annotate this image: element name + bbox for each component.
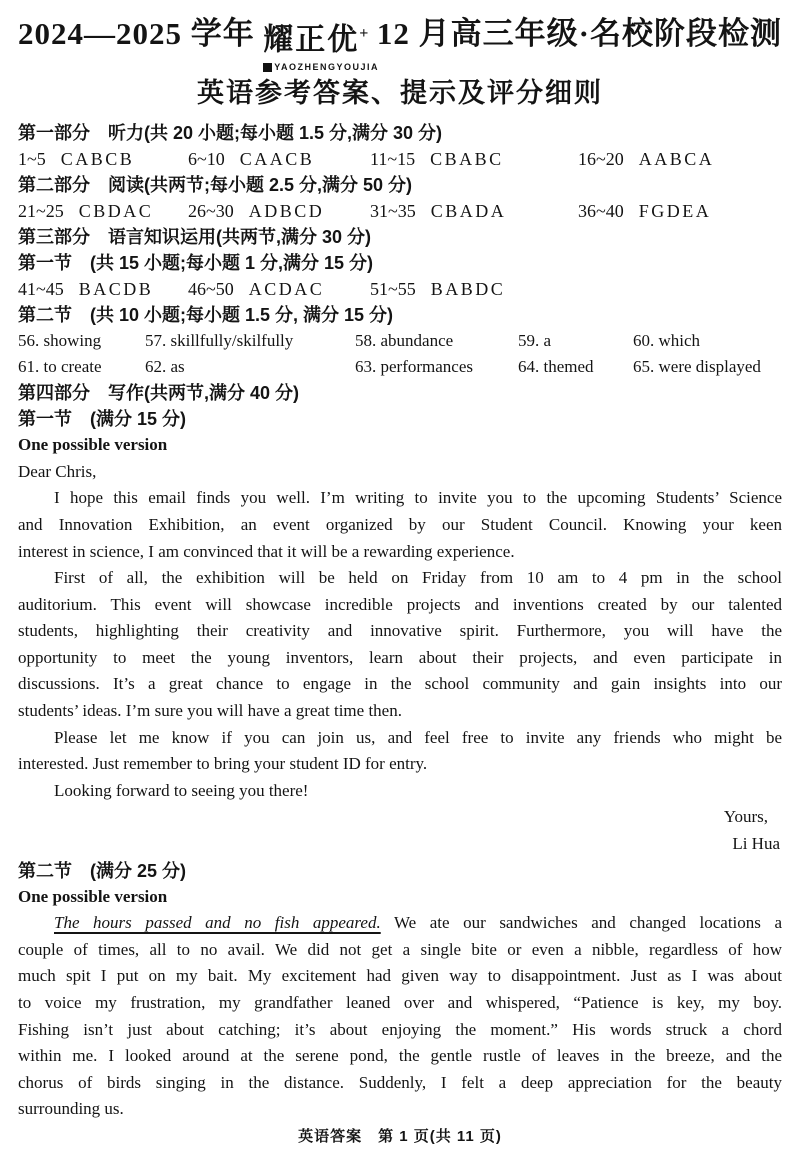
letter-paragraph-1 bbox=[18, 485, 782, 565]
section-heading-part3-sec1: 第一节 (共 15 小题;每小题 1 分,满分 15 分) bbox=[18, 253, 374, 274]
answer-range-group bbox=[18, 146, 188, 172]
section-heading-part4-sec1: 第一节 (满分 15 分) bbox=[18, 409, 187, 430]
underlined-lead-in: The hours passed and no fish appeared. bbox=[54, 913, 381, 933]
letter-paragraph-4 bbox=[18, 778, 782, 805]
text-line: First of all, the exhibition will be held on Friday from 10 am to 4 pm in the school bbox=[54, 568, 782, 588]
question-range: 46~50 bbox=[188, 279, 234, 300]
text-line: couple of times, all to no avail. We did not get a single bite or even a nibble, regardless of how bbox=[18, 939, 782, 959]
text-line: students, highlighting their creativity and innovative spirit. Furthermore, you will have the bbox=[18, 621, 782, 641]
question-range: 41~45 bbox=[18, 279, 64, 300]
text-line: and Innovation Exhibition, an event organized by our Student Council. Knowing your keen bbox=[18, 514, 782, 534]
letter-signature: Li Hua bbox=[732, 834, 780, 854]
yaozhengyou-logo bbox=[259, 14, 379, 72]
text-line: discussions. It’s a great chance to engage in the school community and gain insights into our bbox=[18, 674, 782, 694]
answer-letters: FGDEA bbox=[638, 201, 712, 222]
grammar-answer-row bbox=[18, 276, 782, 302]
answer-range-group bbox=[578, 146, 782, 172]
text-line: The hours passed and no fish appeared. We ate our sandwiches and changed locations a bbox=[54, 913, 782, 933]
answer-letters: CBADA bbox=[430, 201, 507, 222]
text-line: surrounding us. bbox=[18, 1099, 124, 1119]
section-heading-part3: 第三部分 语言知识运用(共两节,满分 30 分) bbox=[18, 227, 372, 248]
question-range: 1~5 bbox=[18, 149, 46, 170]
title-year: 2024—2025 学年 bbox=[18, 16, 255, 51]
letter-paragraph-2 bbox=[18, 565, 782, 725]
fill-answer-item: 59. a bbox=[518, 331, 552, 351]
text-line: much spit I put on my bait. My excitement had given way to disappointment. Just as I was about bbox=[18, 966, 782, 986]
question-range: 21~25 bbox=[18, 201, 64, 222]
fill-answer-item: 62. as bbox=[145, 357, 185, 377]
fill-answer-item: 65. were displayed bbox=[633, 357, 761, 377]
page-title bbox=[18, 14, 782, 72]
page-subtitle: 英语参考答案、提示及评分细则 bbox=[197, 78, 603, 109]
fill-answer-item: 64. themed bbox=[518, 357, 594, 377]
reading-answer-row bbox=[18, 198, 782, 224]
page-footer: 英语答案 第 1 页(共 11 页) bbox=[298, 1128, 502, 1145]
question-range: 31~35 bbox=[370, 201, 416, 222]
answer-letters: CBABC bbox=[430, 149, 504, 170]
text-line: chorus of birds singing in the distance. Suddenly, I felt a deep appreciation for the beauty bbox=[18, 1072, 782, 1092]
text-line: auditorium. This event will showcase incredible projects and inventions created by our talented bbox=[18, 594, 782, 614]
section-heading-part1: 第一部分 听力(共 20 小题;每小题 1.5 分,满分 30 分) bbox=[18, 123, 443, 144]
text-line: Looking forward to seeing you there! bbox=[54, 780, 309, 800]
question-range: 36~40 bbox=[578, 201, 624, 222]
question-range: 6~10 bbox=[188, 149, 225, 170]
text-line: interest in science, I am convinced that it will be a rewarding experience. bbox=[18, 541, 515, 561]
fill-answer-row-1 bbox=[18, 328, 782, 354]
letter-salutation: Dear Chris, bbox=[18, 461, 97, 481]
one-possible-version-label-1: One possible version bbox=[18, 435, 168, 455]
fill-answer-item: 58. abundance bbox=[355, 331, 454, 351]
text-line: Fishing isn’t just about catching; it’s about enjoying the moment.” His words struck a chord bbox=[18, 1019, 782, 1039]
title-exam-name: 12 月高三年级·名校阶段检测 bbox=[376, 16, 782, 51]
question-range: 11~15 bbox=[370, 149, 416, 170]
answer-range-group bbox=[578, 198, 782, 224]
answer-letters: CAACB bbox=[239, 149, 315, 170]
answer-range-group bbox=[18, 198, 188, 224]
logo-text: 耀正优 bbox=[263, 23, 360, 57]
text-line: opportunity to meet the young inventors, learn about their projects, and even participate in bbox=[18, 647, 782, 667]
section-heading-part3-sec2: 第二节 (共 10 小题;每小题 1.5 分, 满分 15 分) bbox=[18, 305, 394, 326]
section-heading-part4-sec2: 第二节 (满分 25 分) bbox=[18, 860, 187, 881]
text-line: within me. I looked around at the serene pond, the gentle rustle of leaves in the breeze, and the bbox=[18, 1046, 782, 1066]
section-heading-part2: 第二部分 阅读(共两节;每小题 2.5 分,满分 50 分) bbox=[18, 175, 413, 196]
answer-letters: CABCB bbox=[60, 149, 135, 170]
logo-plus-icon: + bbox=[359, 25, 369, 42]
text-line: to voice my frustration, my grandfather leaned over and whispered, “Patience is key, my boy. bbox=[18, 992, 782, 1012]
text-line: Please let me know if you can join us, and feel free to invite any friends who might be bbox=[54, 727, 782, 747]
fill-answer-item: 56. showing bbox=[18, 331, 102, 351]
answer-letters: AABCA bbox=[638, 149, 715, 170]
text-line: students’ ideas. I’m sure you will have a great time then. bbox=[18, 701, 402, 721]
answer-range-group bbox=[370, 276, 578, 302]
answer-range-group bbox=[18, 276, 188, 302]
essay-paragraph-1 bbox=[18, 910, 782, 1123]
section-heading-part4: 第四部分 写作(共两节,满分 40 分) bbox=[18, 383, 300, 404]
answer-letters: ADBCD bbox=[248, 201, 325, 222]
text-line: interested. Just remember to bring your student ID for entry. bbox=[18, 754, 428, 774]
answer-letters: BABDC bbox=[430, 279, 506, 300]
answer-range-group bbox=[370, 146, 578, 172]
fill-answer-item: 60. which bbox=[633, 331, 701, 351]
fill-answer-item: 57. skillfully/skilfully bbox=[145, 331, 294, 351]
letter-closing: Yours, bbox=[723, 807, 768, 827]
answer-range-group bbox=[188, 198, 370, 224]
question-range: 26~30 bbox=[188, 201, 234, 222]
question-range: 16~20 bbox=[578, 149, 624, 170]
answer-letters: CBDAC bbox=[78, 201, 154, 222]
logo-square-icon bbox=[263, 63, 272, 72]
logo-romanization: YAOZHENGYOUJIA bbox=[274, 62, 379, 72]
fill-answer-row-2 bbox=[18, 354, 782, 380]
answer-range-group bbox=[188, 276, 370, 302]
answer-range-group bbox=[188, 146, 370, 172]
answer-letters: BACDB bbox=[78, 279, 154, 300]
logo-subtext bbox=[263, 47, 379, 87]
answer-letters: ACDAC bbox=[248, 279, 325, 300]
fill-answer-item: 61. to create bbox=[18, 357, 102, 377]
text-line: I hope this email finds you well. I’m writing to invite you to the upcoming Students’ Science bbox=[54, 488, 782, 508]
fill-answer-item: 63. performances bbox=[355, 357, 474, 377]
answer-range-group bbox=[370, 198, 578, 224]
one-possible-version-label-2: One possible version bbox=[18, 886, 168, 906]
listening-answer-row bbox=[18, 146, 782, 172]
letter-paragraph-3 bbox=[18, 725, 782, 778]
question-range: 51~55 bbox=[370, 279, 416, 300]
